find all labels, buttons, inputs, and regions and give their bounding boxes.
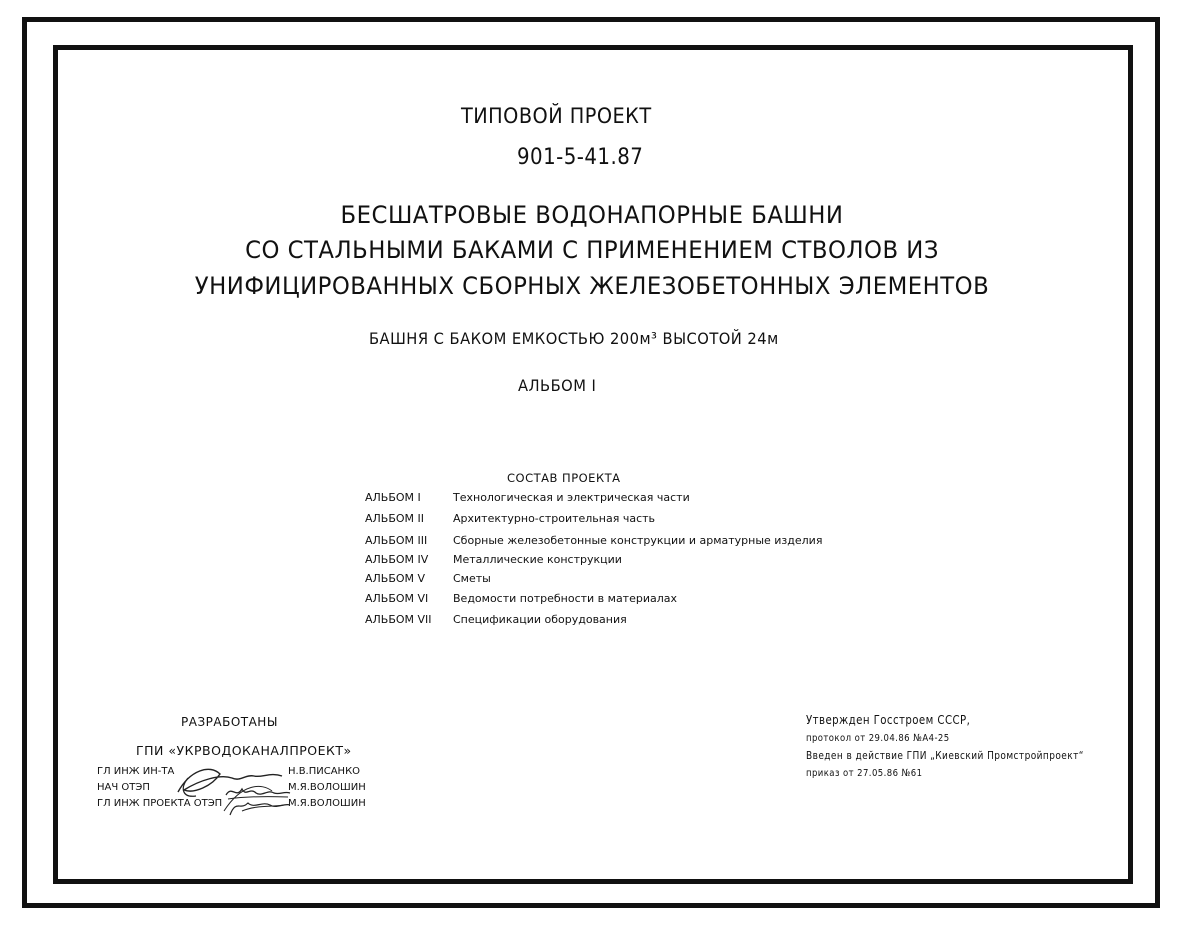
album-description: Архитектурно-строительная часть — [453, 512, 656, 525]
album-name: АЛЬБОМ I — [365, 491, 421, 504]
signatory-role: НАЧ ОТЭП — [97, 782, 150, 793]
type-project-label: ТИПОВОЙ ПРОЕКТ — [461, 104, 652, 128]
album-name: АЛЬБОМ II — [365, 512, 425, 525]
developer-org: ГПИ «УКРВОДОКАНАЛПРОЕКТ» — [136, 743, 352, 758]
album-name: АЛЬБОМ VII — [365, 613, 432, 626]
handwritten-signature-2 — [222, 781, 292, 813]
approval-line-3: Введен в действие ГПИ „Киевский Промстройпроект“ — [806, 749, 1084, 762]
album-label: АЛЬБОМ I — [518, 376, 597, 395]
signatory-name: М.Я.ВОЛОШИН — [288, 798, 366, 809]
subtitle: БАШНЯ С БАКОМ ЕМКОСТЬЮ 200м³ ВЫСОТОЙ 24м — [369, 329, 779, 348]
title-line-3: УНИФИЦИРОВАННЫХ СБОРНЫХ ЖЕЛЕЗОБЕТОННЫХ ЭЛЕМЕНТОВ — [194, 272, 990, 300]
album-description: Ведомости потребности в материалах — [453, 592, 678, 605]
title-line-2: СО СТАЛЬНЫМИ БАКАМИ С ПРИМЕНЕНИЕМ СТВОЛОВ ИЗ — [245, 236, 939, 264]
signatory-name: М.Я.ВОЛОШИН — [288, 782, 366, 793]
project-code: 901-5-41.87 — [517, 145, 644, 170]
signatory-name: Н.В.ПИСАНКО — [288, 766, 361, 777]
title-line-1: БЕСШАТРОВЫЕ ВОДОНАПОРНЫЕ БАШНИ — [340, 201, 844, 229]
album-name: АЛЬБОМ V — [365, 572, 426, 585]
composition-title: СОСТАВ ПРОЕКТА — [507, 471, 621, 485]
signatory-role: ГЛ ИНЖ ПРОЕКТА ОТЭП — [97, 798, 223, 809]
approval-line-4: приказ от 27.05.86 №61 — [806, 768, 923, 779]
album-name: АЛЬБОМ IV — [365, 553, 429, 566]
album-description: Сметы — [453, 572, 491, 585]
approval-line-1: Утвержден Госстроем СССР, — [806, 713, 971, 727]
album-description: Технологическая и электрическая части — [453, 491, 690, 504]
album-description: Сборные железобетонные конструкции и арматурные изделия — [453, 534, 823, 547]
album-description: Спецификации оборудования — [453, 613, 627, 626]
album-description: Металлические конструкции — [453, 553, 622, 566]
signatory-role: ГЛ ИНЖ ИН-ТА — [97, 766, 175, 777]
developed-label: РАЗРАБОТАНЫ — [181, 715, 278, 729]
approval-line-2: протокол от 29.04.86 №А4-25 — [806, 733, 950, 744]
album-name: АЛЬБОМ VI — [365, 592, 429, 605]
album-name: АЛЬБОМ III — [365, 534, 428, 547]
